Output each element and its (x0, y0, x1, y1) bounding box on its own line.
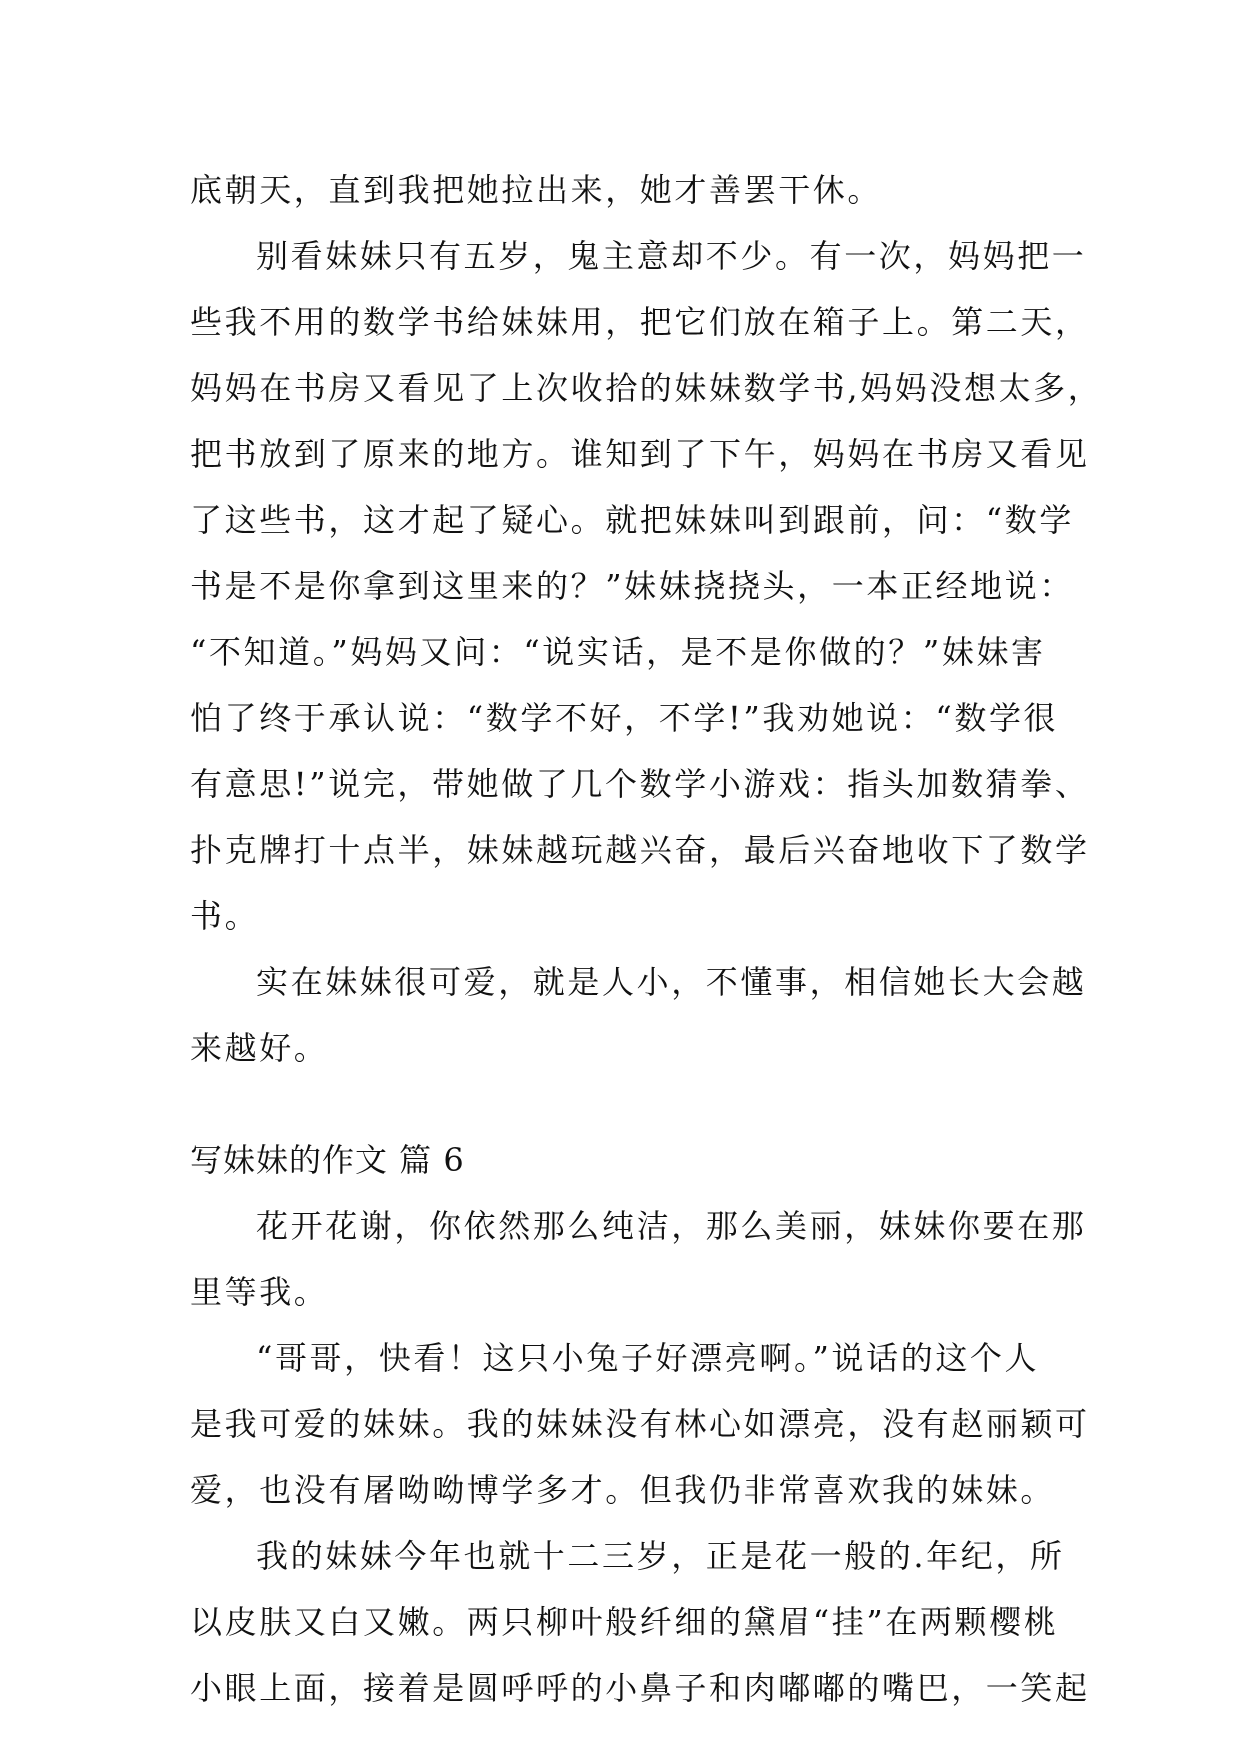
text-line: 了这些书，这才起了疑心。就把妹妹叫到跟前，问：“数学 (190, 501, 1074, 539)
text-line: 书。 (190, 897, 260, 935)
text-line: 爱，也没有屠呦呦博学多才。但我仍非常喜欢我的妹妹。 (190, 1471, 1056, 1509)
section-heading: 写妹妹的作文 篇 6 (190, 1141, 465, 1179)
text-line: 是我可爱的妹妹。我的妹妹没有林心如漂亮，没有赵丽颖可 (190, 1405, 1090, 1443)
paragraph-first-line: 实在妹妹很可爱，就是人小，不懂事，相信她长大会越 (256, 963, 1087, 1001)
text-line: 以皮肤又白又嫩。两只柳叶般纤细的黛眉“挂”在两颗樱桃 (190, 1603, 1059, 1641)
text-line: 扑克牌打十点半，妹妹越玩越兴奋，最后兴奋地收下了数学 (190, 831, 1090, 869)
text-line: 些我不用的数学书给妹妹用，把它们放在箱子上。第二天， (190, 303, 1090, 341)
text-line: 把书放到了原来的地方。谁知到了下午，妈妈在书房又看见 (190, 435, 1090, 473)
text-line: 怕了终于承认说：“数学不好，不学!”我劝她说：“数学很 (190, 699, 1059, 737)
text-line: 来越好。 (190, 1029, 329, 1067)
text-line: 妈妈在书房又看见了上次收拾的妹妹数学书,妈妈没想太多， (190, 369, 1103, 407)
text-line: “不知道。”妈妈又问：“说实话，是不是你做的？”妹妹害 (190, 633, 1046, 671)
text-line: 书是不是你拿到这里来的？”妹妹挠挠头，一本正经地说： (190, 567, 1074, 605)
text-line: 里等我。 (190, 1273, 329, 1311)
paragraph-first-line: 别看妹妹只有五岁，鬼主意却不少。有一次，妈妈把一 (256, 237, 1087, 275)
paragraph-first-line: “哥哥，快看！这只小兔子好漂亮啊。”说话的这个人 (256, 1339, 1040, 1377)
paragraph-first-line: 花开花谢，你依然那么纯洁，那么美丽，妹妹你要在那 (256, 1207, 1087, 1245)
text-line: 底朝天，直到我把她拉出来，她才善罢干休。 (190, 171, 883, 209)
text-line: 小眼上面，接着是圆呼呼的小鼻子和肉嘟嘟的嘴巴，一笑起 (190, 1669, 1090, 1707)
text-line: 有意思!”说完，带她做了几个数学小游戏：指头加数猜拳、 (190, 765, 1090, 803)
paragraph-first-line: 我的妹妹今年也就十二三岁，正是花一般的.年纪，所 (256, 1537, 1065, 1575)
